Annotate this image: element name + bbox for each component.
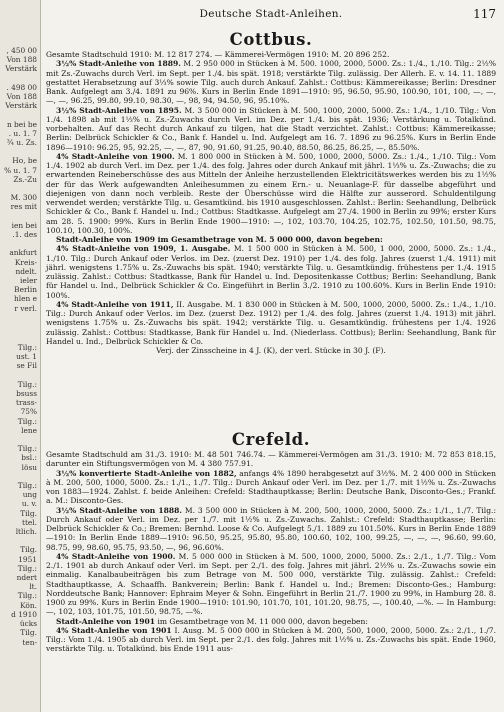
facing-page-line: Tilg.:	[17, 416, 37, 426]
section-cottbus	[46, 30, 496, 355]
paragraph	[46, 506, 496, 552]
facing-page-line: se Fil	[16, 361, 37, 371]
facing-page-line: Verstärk	[5, 101, 37, 111]
page-header	[46, 8, 496, 24]
section-title-crefeld: Crefeld.	[231, 430, 311, 449]
facing-page-line: lösu	[21, 462, 37, 472]
facing-page-line: ust. 1	[16, 352, 37, 362]
facing-page-line	[0, 239, 40, 248]
facing-page-line: Tilg.	[20, 628, 37, 638]
paragraph	[46, 552, 496, 617]
facing-page-line	[0, 435, 40, 444]
facing-page-line: n bei be	[6, 119, 37, 129]
paragraph	[46, 152, 496, 235]
facing-page-line: . u. 1. 7	[8, 128, 37, 138]
facing-page-line	[0, 536, 40, 545]
facing-page-line: M. 300	[10, 193, 37, 203]
facing-page-line: ttel.	[21, 517, 37, 527]
facing-page-line: Kön.	[20, 600, 37, 610]
paragraph	[46, 450, 496, 469]
facing-page-line: Tilg.:	[17, 444, 37, 454]
loan-heading: 3½% Stadt-Anleihe von 1895.	[56, 105, 182, 115]
facing-page-line: ung	[22, 490, 37, 500]
loan-heading: 4% Stadt-Anleihe von 1909, 1. Ausgabe.	[56, 244, 231, 254]
facing-page-line: Tilg.:	[17, 591, 37, 601]
facing-page-text-bottom	[0, 343, 40, 647]
facing-page-line	[0, 472, 40, 481]
section-title-cottbus: Cottbus.	[229, 30, 313, 49]
facing-page-line	[0, 74, 40, 83]
paragraph	[46, 469, 496, 506]
facing-page-line: 1951	[18, 554, 37, 564]
section-crefeld	[46, 430, 496, 654]
paragraph-text: im Gesamtbetrage von M. 11 000 000, davon begeben:	[155, 616, 368, 626]
facing-page-line: hlen e	[14, 294, 37, 304]
loan-heading: 4% Stadt-Anleihe von 1900.	[56, 151, 175, 161]
loan-heading: 3½% Stadt-Anleihe von 1888.	[56, 505, 183, 515]
facing-page-line: . 498 00	[6, 82, 37, 92]
paragraph	[46, 59, 496, 105]
paragraph	[46, 235, 496, 244]
paragraph	[46, 300, 496, 346]
document-page	[46, 0, 496, 712]
facing-page-line	[0, 184, 40, 193]
paragraph	[46, 617, 496, 626]
paragraph	[46, 346, 496, 355]
facing-page-line: u. v.	[21, 499, 37, 509]
paragraph-text: anfangs 4% 1890 herabgesetzt auf 3½%. M. 2 400 000 in Stücken à M. 200, 500, 1000, 5000. Zs.: 1./1., 1./7. Tilg.: Durch Ankauf oder Verl. im Dez. per 1./7. mit 1½% u. Zs.-Zuwachs von 1883—1924. Zahlst. f. beide Anleihen: Crefeld: Stadthauptkasse; Berlin: Deutsche Bank, Disconto-Ges.; Frankf. a. M.: Disconto-Ges.	[46, 468, 497, 506]
facing-page-line: lt.	[29, 582, 37, 592]
facing-page-line: d 1910	[11, 609, 37, 619]
section-body-cottbus	[46, 50, 496, 355]
facing-page-line: .1. des	[12, 230, 37, 240]
facing-page-line: ten-	[22, 637, 37, 647]
paragraph	[46, 626, 496, 654]
paragraph-text: M. 1 800 000 in Stücken à M. 500, 1000, 2000, 5000. Zs.: 1./4., 1./10. Tilg.: Vom 1./4. 1902 ab durch Verl. im Dez. per 1./4. des folg. Jahres oder durch Ankauf mit jährl. 1⅓% u. Zs.-Zuwachs; die zu erwartenden Reineberschüsse des aus Mitteln der Anleihe herzustellenden Elektricitätswerkes werden bis zu 1½% der für das Werk aufgewandten Anleihesummen zu einem Ern.- u. Neuanlage-F. für dasselbe abgeführt und diejenigen von dann noch verbleib. Reste der Überschüsse wird die Hälfte zur ausserord. Schuldentilgung verwendet werden; verstärkte Tilg. u. Gesamtkünd. bis 1910 ausgeschlossen. Zahlst.: Berlin: Seehandlung, Delbrück Schickler & Co., Bank f. Handel u. Ind.; Cottbus: Stadtkasse. Aufgelegt am 27./4. 1900 in Berlin zu 99%; erster Kurs am 28. 5. 1900: 99%. Kurs in Berlin Ende 1900—1910: —, 102, 103.70, 104.25, 102.75, 102.50, 101.50, 98.75, 100.10, 100.30, 100%.	[46, 151, 496, 235]
page-number: 117	[473, 7, 496, 21]
facing-page-line	[0, 110, 40, 119]
facing-page-line: , 450 00	[6, 46, 37, 55]
facing-page-line: Ho, be	[12, 156, 37, 166]
facing-page-line	[0, 371, 40, 380]
paragraph-text: I. Ausg. M. 5 000 000 in Stücken à M. 200, 500, 1000, 2000, 5000. Zs.: 2./1., 1./7. Tilg.: Vom 1./4. 1905 ab durch Verl. im Sept. per 2./1. des folg. Jahres mit 1½% u. Zs.-Zuwachs bis spät. Ende 1960, verstärkte Tilg. u. Totalkünd. bis Ende 1911 aus-	[46, 625, 496, 654]
section-body-crefeld	[46, 450, 496, 654]
loan-heading: 4% Stadt-Anleihe von 1900.	[56, 551, 176, 561]
facing-page-line: r verl.	[14, 303, 37, 313]
paragraph-text: II. Ausgabe. M. 1 830 000 in Stücken à M. 500, 1000, 2000, 5000. Zs.: 1./4., 1./10. Tilg.: Durch Ankauf oder Verlos. im Dez. (zuerst Dez. 1912) per 1./4. des folg. Jahres (zuerst 1./4. 1913) mit jährl. wenigstens 1.75% u. Zs.-Zuwachs bis spät. 1942; verstärkte Tilg. u. Gesamtkündig. frühestens per 1./4. 1926 zulässig. Zahlst.: Cottbus: Stadtkasse, Bank für Handel u. Ind. (Niederlass. Cottbus); Berlin: Seehandlung, Bank für Handel u. Ind., Delbrück Schickler & Co.	[46, 299, 496, 346]
loan-heading: 3½% Stadt-Anleihe von 1889.	[56, 59, 181, 69]
facing-page-line: Tilg.	[20, 508, 37, 518]
paragraph	[46, 50, 496, 59]
paragraph-text: M. 3 500 000 in Stücken à M. 200, 500, 1000, 2000, 5000. Zs.: 1./1., 1./7. Tilg.: Durch Ankauf oder Verl. im Dez. per 1./7. mit 1½% u. Zs.-Zuwachs. Zahlst.: Crefeld: Stadthauptkasse; Berlin: Delbrück Schickler & Co.; Bremen: Bernhd. Loose & Co. Aufgelegt 5./1. 1889 zu 101.50%. Kurs in Berlin Ende 1889—1910: In Berlin Ende 1889—1910: 96.50, 95.25, 95.80, 95.80, 100.60, 102, 100, 99.25, —, —, —, 96.60, 99.60, 98.75, 99, 98.60, 95.75, 93.50, —, 96, 96.60%.	[46, 505, 496, 552]
facing-page-line	[0, 147, 40, 156]
loan-heading: 4% Stadt-Anleihe von 1911,	[56, 299, 174, 309]
paragraph-text: M. 3 500 000 in Stücken à M. 500, 1000, 2000, 5000. Zs.: 1./4., 1./10. Tilg.: Von 1./4. 1898 ab mit 1⅓% u. Zs.-Zuwachs durch Verl. im Dez. per 1./4. bis spät. 1936; Verstärkung u. Totalkünd. vorbehalten. Auf das Recht durch Ankauf zu tilgen, hat die Stadt verzichtet. Zahlst.: Cottbus: Kämmereikasse; Berlin: Delbrück Schickler & Co., Bank f. Handel u. Ind. Aufgelegt am 16. 7. 1896 zu 96.25%. Kurs in Berlin Ende 1896—1910: 96.25, 95, 92.25, —, —, 87, 90, 91.60, 91.25, 90.40, 88.50, 86.25, 86.25, —, 85.50%.	[46, 105, 496, 152]
facing-page-line: trass-	[16, 398, 37, 408]
facing-page-line: ndert	[16, 573, 37, 583]
facing-page-line: ankfurt	[9, 248, 37, 258]
paragraph	[46, 106, 496, 152]
facing-page-line: % u. 1. 7	[4, 165, 37, 175]
facing-page-line: ndelt.	[15, 266, 37, 276]
paragraph	[46, 244, 496, 300]
facing-page-line: Tilg.:	[17, 379, 37, 389]
facing-page-line: bsl.:	[21, 453, 37, 463]
loan-heading: 4% Stadt-Anleihe von 1901	[56, 625, 172, 635]
loan-heading: Stadt-Anleihe von 1909 im Gesamtbetrage von M. 5 000 000, davon begeben:	[56, 235, 383, 244]
facing-page-line: ltlich.	[15, 527, 37, 537]
facing-page-line: 75%	[20, 407, 37, 417]
facing-page-line: ieler	[19, 276, 37, 286]
facing-page-margin	[0, 0, 41, 712]
facing-page-line: Berlin	[14, 285, 37, 295]
facing-page-line: Tilg.:	[17, 563, 37, 573]
facing-page-line: Kreis-	[14, 257, 37, 267]
facing-page-line: Von 188	[6, 92, 37, 102]
loan-heading: Stadt-Anleihe von 1901	[56, 616, 156, 626]
facing-page-line: res mit	[10, 202, 37, 212]
facing-page-line	[0, 212, 40, 221]
facing-page-line: Verstärk	[5, 64, 37, 74]
running-head: Deutsche Stadt-Anleihen.	[199, 8, 343, 20]
facing-page-line: Zs.-Zu	[13, 174, 37, 184]
paragraph-text: Gesamte Stadtschuld 1910: M. 12 817 274. — Kämmerei-Vermögen 1910: M. 20 896 252.	[46, 50, 390, 59]
facing-page-line: ¾ u. Zs.	[6, 138, 37, 148]
paragraph-text: M. 5 000 000 in Stücken à M. 500, 1000, 2000, 5000. Zs.: 2./1., 1./7. Tilg.: Vom 2./1. 1901 ab durch Ankauf oder Verl. im Sept. per 2./1. des folg. Jahres mit jährl. 2½% u. Zs.-Zuwachs sowie ein einmalig. Kanalbaubeiträgen bis zum Betrage von M. 500 000, verstärkte Tilg. zulässig. Zahlst.: Crefeld: Stadthauptkasse, A. Schaaffh. Bankverein; Berlin: Bank f. Handel u. Ind.; Bremen: Disconto-Ges.; Hamburg: Norddeutsche Bank; Hannover: Ephraim Meyer & Sohn. Eingeführt in Berlin 21./7. 1900 zu 99%, in Hamburg 28. 8. 1900 zu 99%. Kurs in Berlin Ende 1900—1910: 101.90, 101.70, 101, 101.20, 98.75, —, 100.40, —%. — In Hamburg: —, 102, 103, 101.75, 101.50, 98.75, —%.	[46, 551, 496, 617]
facing-page-line: Tilg.:	[17, 343, 37, 352]
facing-page-line: ien bei	[11, 220, 37, 230]
paragraph-text: Verj. der Zinsscheine in 4 J. (K), der verl. Stücke in 30 J. (F).	[156, 346, 386, 355]
facing-page-line: bsuss	[16, 389, 37, 399]
facing-page-line: Von 188	[6, 55, 37, 65]
facing-page-line: Tilg.:	[17, 481, 37, 491]
paragraph-text: M. 2 950 000 in Stücken à M. 500. 1000, 2000, 5000. Zs.: 1./4., 1./10. Tilg.: 2½% mit Zs.-Zuwachs durch Verl. im Sept. per 1./4. bis spät. 1918; verstärkte Tilg. zulässig. Der Allerh. E. v. 14. 11. 1889 gestattet Herabsetzung auf 3⅓% sowie Tilg. auch durch Ankauf. Zahlst.: Cottbus: Kämmereikasse; Berlin: Dresdner Bank. Aufgelegt am 3./4. 1891 zu 96%. Kurs in Berlin Ende 1891—1910: 95, 96.50, 95.90, 100.90, 101, 100, —, —, —, —, 96.25, 99.80, 99.10, 98.30, —, 98, 94, 94.50, 96, 95.10%.	[46, 59, 496, 106]
paragraph-text: Gesamte Stadtschuld am 31./3. 1910: M. 48 501 746.74. — Kämmerei-Vermögen am 31./3. 1910: M. 72 853 818.15, darunter ein Stiftungsvermögen von M. 4 380 757.91.	[46, 450, 496, 469]
paragraph-text: M. 1 500 000 in Stücken à M. 500, 1 000, 2000, 5000. Zs.: 1./4., 1./10. Tilg.: Durch Ankauf oder Verlos. im Dez. (zuerst Dez. 1910) per 1./4. des folg. Jahres (zuerst 1./4. 1911) mit jährl. wenigstens 1.75% u. Zs.-Zuwachs bis spät. 1940; verstärkte Tilg. u. Gesamtkündig. frühestens per 1./4. 1915 zulässig. Zahlst.: Cottbus: Stadtkasse, Bank für Handel u. Ind. Depositenkasse Cottbus; Berlin: Seehandlung, Bank für Handel u. Ind., Delbrück Schickler & Co. Eingeführt in Berlin 3./2. 1910 zu 100.60%. Kurs in Berlin Ende 1910: 100%.	[46, 244, 496, 300]
facing-page-line: ücks	[19, 619, 37, 629]
facing-page-line: Tilg.	[20, 545, 37, 555]
facing-page-text-top	[0, 46, 40, 313]
loan-heading: 3½% konvertierte Stadt-Anleihe von 1882,	[56, 468, 237, 478]
facing-page-line: lene	[21, 425, 37, 435]
